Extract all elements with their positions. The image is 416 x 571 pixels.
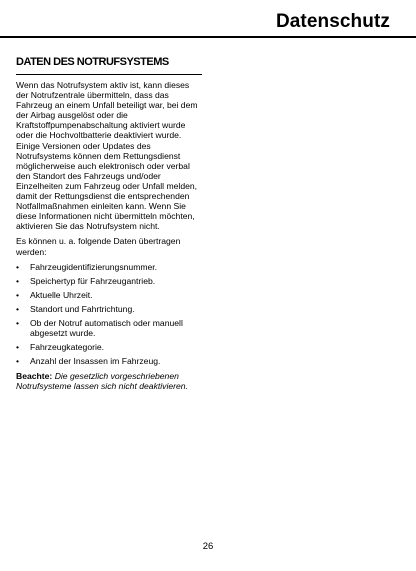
bullet-icon: • <box>16 261 20 272</box>
list-item <box>16 276 202 286</box>
intro-paragraph: Wenn das Notrufsystem aktiv ist, kann dieses der Notrufzentrale übermitteln, dass das Fahrzeug an einem Unfall beteiligt war, bei dem der Airbag ausgelöst oder die Kraftstoffpumpenabschaltung aktiviert wurde oder die Hochvoltbatterie deaktiviert wurde. Einige Versionen oder Updates des Notrufsystems können dem Rettungsdienst möglicherweise auch elektronisch oder verbal den Standort des Fahrzeugs und/oder Einzelheiten zum Fahrzeug oder Unfall melden, damit der Rettungsdienst die entsprechenden Notfallmaßnahmen einleiten kann. Wenn Sie diese Informationen nicht übermitteln möchten, aktivieren Sie das Notrufsystem nicht. <box>16 80 198 232</box>
list-item <box>16 304 202 314</box>
list-item-text: Ob der Notruf automatisch oder manuell abgesetzt wurde. <box>30 317 183 339</box>
bullet-icon: • <box>16 303 20 314</box>
list-item <box>16 356 202 366</box>
bullet-icon: • <box>16 317 20 328</box>
list-item-text: Speichertyp für Fahrzeugantrieb. <box>30 275 156 286</box>
note-text: Die gesetzlich vorgeschriebenen Notrufsysteme lassen sich nicht deaktivieren. <box>16 371 188 392</box>
transmitted-data-list <box>16 262 202 367</box>
list-item-text: Standort und Fahrtrichtung. <box>30 303 135 314</box>
page-number: 26 <box>202 541 214 552</box>
list-item <box>16 290 202 300</box>
bullet-icon: • <box>16 356 20 367</box>
list-item <box>16 342 202 352</box>
note-label: Beachte: <box>16 371 53 382</box>
note-paragraph <box>16 371 202 391</box>
header-divider <box>0 36 416 38</box>
bullet-icon: • <box>16 275 20 286</box>
list-item <box>16 262 202 272</box>
list-item <box>16 318 202 338</box>
main-content <box>16 56 202 397</box>
list-item-text: Fahrzeugkategorie. <box>30 342 105 353</box>
list-item-text: Aktuelle Uhrzeit. <box>30 289 93 300</box>
list-item-text: Anzahl der Insassen im Fahrzeug. <box>30 356 161 367</box>
page-header <box>0 0 416 42</box>
bullet-icon: • <box>16 342 20 353</box>
bullet-icon: • <box>16 289 20 300</box>
data-list-intro: Es können u. a. folgende Daten übertragen werden: <box>16 236 181 257</box>
list-item-text: Fahrzeugidentifizierungsnummer. <box>30 261 158 272</box>
page-title: Datenschutz <box>275 11 390 32</box>
section-title: DATEN DES NOTRUFSYSTEMS <box>16 56 202 75</box>
